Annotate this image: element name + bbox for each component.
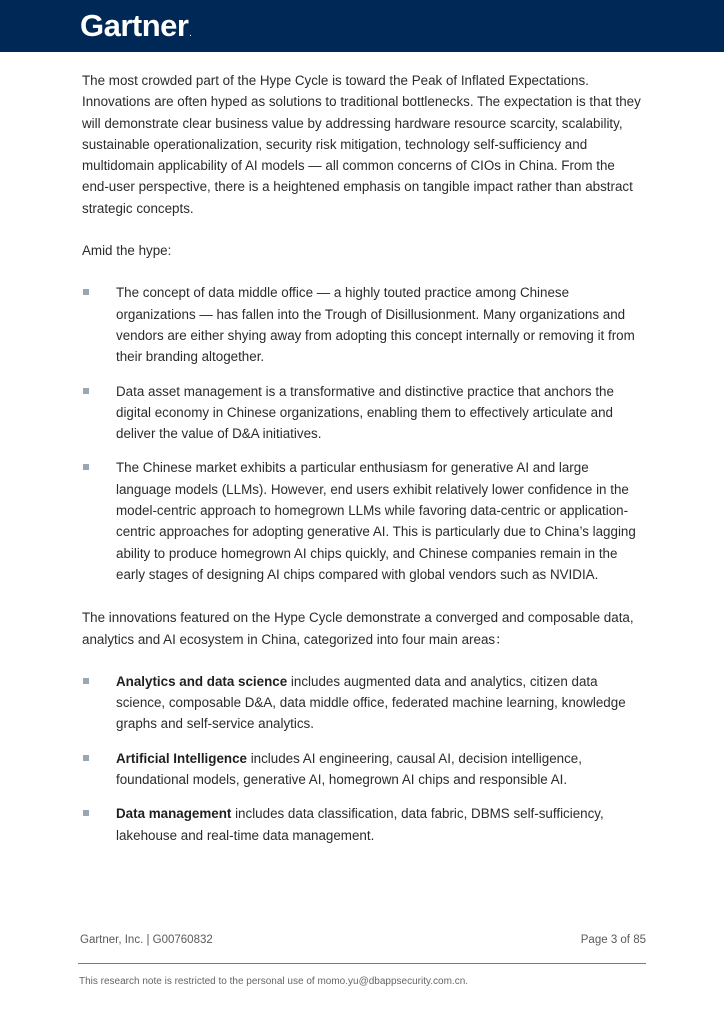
usage-restriction-note: This research note is restricted to the personal use of momo.yu@dbappsecurity.com.cn. <box>79 976 469 987</box>
areas-bullet-list <box>82 671 642 846</box>
square-bullet-icon <box>83 464 89 470</box>
area-description: includes AI engineering, causal AI, decision intelligence, foundational models, generative AI, homegrown AI chips and responsible AI. <box>116 750 582 788</box>
list-item <box>82 803 642 846</box>
square-bullet-icon <box>83 810 89 816</box>
amid-hype-paragraph: Amid the hype: <box>82 243 172 259</box>
bullet-text: The concept of data middle office — a highly touted practice among Chinese organizations — has fallen into the Trough of Disillusionment. Many organizations and vendors are either shying away from adopting this concept internally or removing it from their branding altogether. <box>116 285 635 365</box>
area-term: Analytics and data science <box>116 673 288 689</box>
area-term: Data management <box>116 806 232 822</box>
brand-name: Gartner <box>80 8 189 43</box>
list-item <box>82 748 642 791</box>
list-item <box>82 671 642 735</box>
list-item <box>82 457 642 585</box>
area-description: includes data classification, data fabric, DBMS self-sufficiency, lakehouse and real-time data management. <box>116 806 604 843</box>
page-header <box>0 0 724 52</box>
footer-divider <box>78 963 646 964</box>
bullet-text: The Chinese market exhibits a particular enthusiasm for generative AI and large language models (LLMs). However, end users exhibit relatively lower confidence in the model-centric approach to homegrown LLMs while favoring data-centric or application-centric approaches for adopting generative AI. This is particularly due to China’s lagging ability to produce homegrown AI chips quickly, and Chinese companies remain in the early stages of designing AI chips compared with global vendors such as NVIDIA. <box>116 460 636 582</box>
intro-paragraph: The most crowded part of the Hype Cycle is toward the Peak of Inflated Expectations. Innovations are often hyped as solutions to traditional bottlenecks. The expectation is that they will demonstrate clear business value by addressing hardware resource scarcity, scalability, sustainable operationalization, security risk mitigation, technology self-sufficiency and multidomain applicability of AI models — all common concerns of CIOs in China. From the end-user perspective, there is a heightened emphasis on tangible impact rather than abstract strategic concepts. <box>82 73 641 216</box>
page-number: Page 3 of 85 <box>580 934 646 946</box>
hype-bullet-list <box>82 282 642 585</box>
document-id: Gartner, Inc. | G00760832 <box>80 934 213 946</box>
square-bullet-icon <box>83 755 89 761</box>
square-bullet-icon <box>83 388 89 394</box>
area-term: Artificial Intelligence <box>116 750 247 766</box>
areas-intro-paragraph: The innovations featured on the Hype Cycle demonstrate a converged and composable data, analytics and AI ecosystem in China, categorized into four main areas： <box>82 610 634 647</box>
list-item <box>82 381 642 445</box>
bullet-text: Data asset management is a transformative and distinctive practice that anchors the digital economy in Chinese organizations, enabling them to effectively articulate and deliver the value of D&A initiatives. <box>116 383 614 442</box>
page-footer <box>80 934 646 946</box>
gartner-logo <box>80 6 191 55</box>
document-body <box>82 70 642 859</box>
square-bullet-icon <box>83 289 89 295</box>
brand-mark: . <box>189 31 191 38</box>
square-bullet-icon <box>83 678 89 684</box>
area-description: includes augmented data and analytics, citizen data science, composable D&A, data middle office, federated machine learning, knowledge graphs and self-service analytics. <box>116 673 626 732</box>
list-item <box>82 282 642 367</box>
